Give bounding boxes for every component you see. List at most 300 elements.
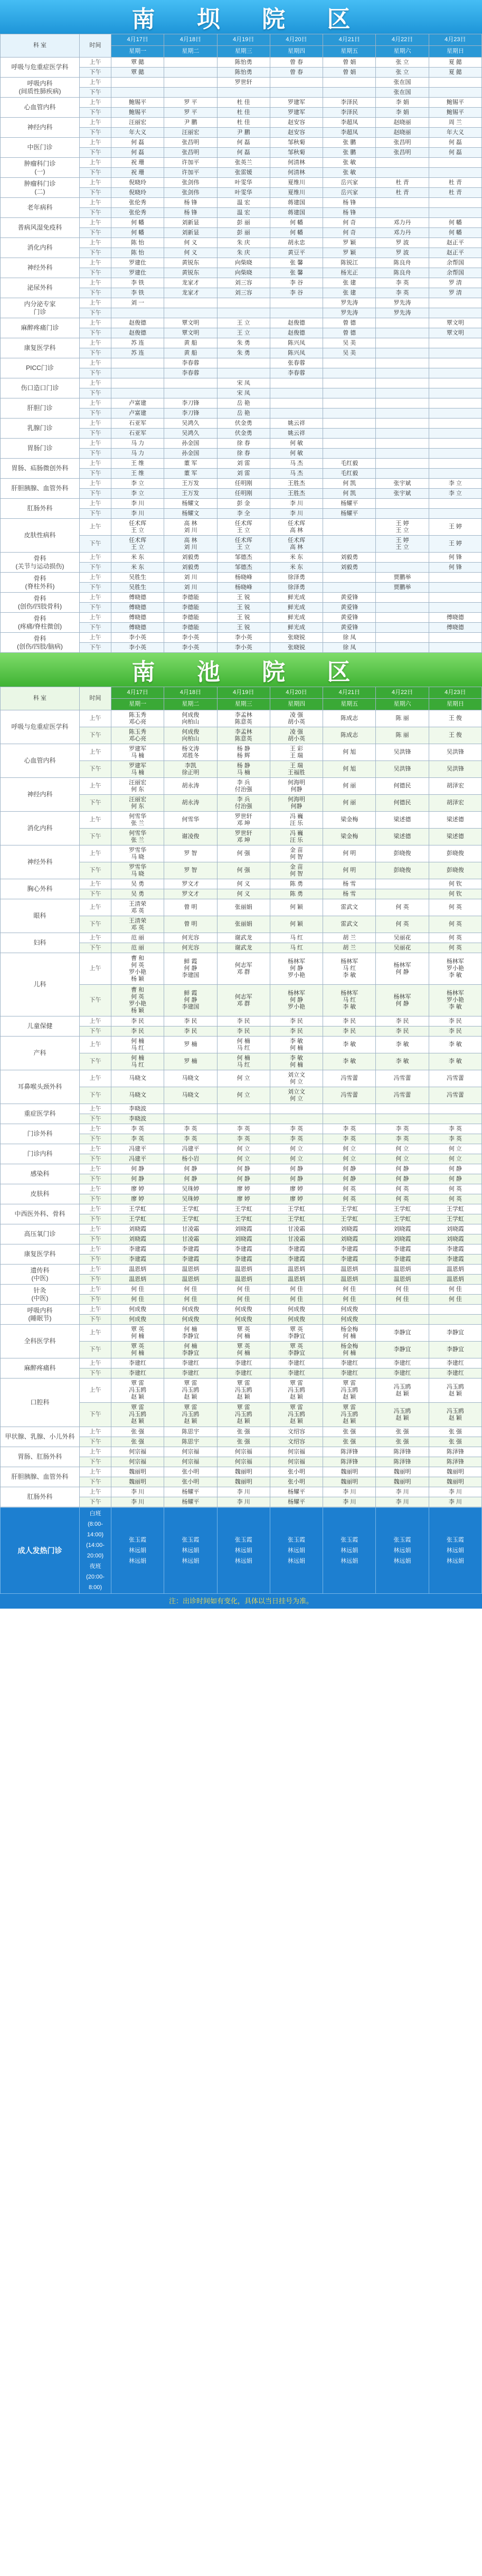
doctor-cell: 刘 雷 — [217, 459, 270, 469]
doctor-cell: 何成俊 — [164, 1305, 217, 1315]
department-name: 骨科 (关节与运动损伤) — [1, 553, 80, 573]
doctor-cell: 何 磊 — [429, 148, 481, 158]
doctor-cell: 何 佳 — [429, 1295, 481, 1305]
time-period: 下午 — [80, 889, 111, 899]
table-row — [1, 593, 482, 603]
doctor-cell: 何 静 — [376, 1164, 429, 1174]
table-row — [1, 573, 482, 583]
time-period: 上午 — [80, 1285, 111, 1295]
doctor-cell: 汪丽宏 何 东 — [111, 795, 164, 812]
doctor-cell: 何 义 — [217, 879, 270, 889]
time-period: 上午 — [80, 479, 111, 489]
doctor-cell: 何 幡 — [270, 228, 323, 238]
time-period: 下午 — [80, 429, 111, 439]
doctor-cell: 陈泽锋 — [429, 1457, 481, 1467]
doctor-cell: 王清荣 邓 英 — [111, 916, 164, 933]
doctor-cell — [270, 78, 323, 88]
doctor-cell: 李建红 — [111, 1358, 164, 1368]
doctor-cell: 何宗福 — [164, 1457, 217, 1467]
doctor-cell: 周 兰 — [429, 118, 481, 128]
doctor-cell: 刘三容 — [217, 288, 270, 298]
doctor-cell: 何 静 — [270, 1174, 323, 1184]
doctor-cell: 罗先涛 — [323, 308, 376, 318]
doctor-cell: 杜 佳 — [217, 98, 270, 108]
doctor-cell: 张 立 — [376, 68, 429, 78]
doctor-cell: 何 楠 马 红 — [217, 1037, 270, 1053]
department-name: 神经内科 — [1, 118, 80, 138]
doctor-cell: 黄爱锋 — [323, 623, 376, 633]
doctor-cell: 李 英 — [217, 1134, 270, 1144]
doctor-cell: 何 旭 — [323, 744, 376, 761]
doctor-cell: 夏维川 — [270, 178, 323, 188]
doctor-cell: 任术珲 王 立 — [111, 519, 164, 536]
doctor-cell: 何 英 — [376, 916, 429, 933]
doctor-cell: 刘立文 何 立 — [270, 1087, 323, 1104]
doctor-cell: 任术珲 王 立 — [217, 536, 270, 553]
doctor-cell — [376, 358, 429, 368]
doctor-cell: 何光容 — [164, 943, 217, 953]
doctor-cell: 王 锐 — [217, 603, 270, 613]
doctor-cell: 李建霞 — [270, 1254, 323, 1265]
doctor-cell: 何 英 — [429, 899, 481, 916]
doctor-cell: 李德能 — [164, 613, 217, 623]
header-date: 4月20日 — [270, 34, 323, 46]
doctor-cell: 魏丽明 — [323, 1477, 376, 1487]
header-time: 时间 — [80, 34, 111, 58]
table-row — [1, 218, 482, 228]
doctor-cell: 马晓文 — [164, 1070, 217, 1087]
doctor-cell: 覃 懿 — [111, 58, 164, 68]
doctor-cell: 何 义 — [217, 889, 270, 899]
table-row — [1, 1325, 482, 1342]
doctor-cell: 冯雪蕾 — [429, 1087, 481, 1104]
doctor-cell: 何 静 — [164, 1164, 217, 1174]
doctor-cell: 岳兴家 — [323, 178, 376, 188]
doctor-cell: 何 英 — [429, 943, 481, 953]
department-name: 神经外科 — [1, 845, 80, 879]
doctor-cell: 张英兰 — [217, 158, 270, 168]
doctor-cell — [323, 1114, 376, 1124]
header-weekday: 星期三 — [217, 46, 270, 58]
doctor-cell: 覃文明 — [164, 318, 217, 328]
fever-clinic-cell: 张玉霞 林远娟 林远娟 — [376, 1508, 429, 1594]
doctor-cell: 徐 凤 — [323, 643, 376, 653]
doctor-cell: 李 川 — [111, 499, 164, 509]
table-row — [1, 1164, 482, 1174]
time-period: 上午 — [80, 1124, 111, 1134]
doctor-cell — [164, 308, 217, 318]
doctor-cell: 陈兴凤 — [270, 338, 323, 348]
doctor-cell: 何 明 — [323, 862, 376, 879]
doctor-cell: 李凯 徐正明 — [164, 761, 217, 778]
doctor-cell: 刘晓霞 — [323, 1234, 376, 1244]
doctor-cell — [376, 408, 429, 419]
doctor-cell: 龙家才 — [164, 288, 217, 298]
table-row — [1, 318, 482, 328]
time-period: 上午 — [80, 1037, 111, 1053]
fever-clinic-cell: 张玉霞 林远娟 林远娟 — [111, 1508, 164, 1594]
doctor-cell: 王 彩 王 瑞 — [270, 744, 323, 761]
doctor-cell: 何 英 — [429, 1194, 481, 1204]
doctor-cell: 汪丽宏 何 东 — [111, 778, 164, 795]
doctor-cell: 温 宏 — [217, 198, 270, 208]
section-nanba — [0, 0, 482, 653]
doctor-cell: 徐泽勇 — [270, 573, 323, 583]
doctor-cell: 李 敏 — [429, 1037, 481, 1053]
doctor-cell — [429, 439, 481, 449]
header-dept: 科 室 — [1, 687, 80, 710]
department-name: 肛肠外科 — [1, 1487, 80, 1507]
doctor-cell: 魏丽明 — [429, 1467, 481, 1477]
doctor-cell: 何 楠 李静宜 — [164, 1342, 217, 1358]
doctor-cell: 黄爱锋 — [323, 613, 376, 623]
doctor-cell: 孙金国 — [164, 449, 217, 459]
doctor-cell: 罗建军 马 楠 — [111, 744, 164, 761]
doctor-cell: 杜 青 — [429, 188, 481, 198]
doctor-cell: 李 铁 — [111, 288, 164, 298]
doctor-cell — [217, 298, 270, 308]
department-name: 口腔科 — [1, 1379, 80, 1427]
doctor-cell: 米 东 — [111, 553, 164, 563]
doctor-cell: 王胜杰 — [270, 479, 323, 489]
time-period: 下午 — [80, 761, 111, 778]
doctor-cell: 覃文明 — [429, 318, 481, 328]
doctor-cell: 何 丽 — [323, 778, 376, 795]
table-row — [1, 479, 482, 489]
time-period: 上午 — [80, 198, 111, 208]
doctor-cell: 李刀锋 — [164, 408, 217, 419]
doctor-cell: 王 锐 — [217, 593, 270, 603]
time-period: 上午 — [80, 953, 111, 985]
time-period: 上午 — [80, 238, 111, 248]
doctor-cell: 杨 锋 — [164, 208, 217, 218]
time-period: 下午 — [80, 916, 111, 933]
doctor-cell: 张在国 — [376, 78, 429, 88]
time-period: 下午 — [80, 449, 111, 459]
doctor-cell: 任术珲 王 立 — [217, 519, 270, 536]
doctor-cell: 伏金勇 — [217, 429, 270, 439]
doctor-cell: 傅晓德 — [111, 603, 164, 613]
time-period: 上午 — [80, 98, 111, 108]
doctor-cell: 杨耀文 — [164, 499, 217, 509]
doctor-cell: 杨金梅 何 楠 — [323, 1342, 376, 1358]
doctor-cell: 祝 珊 — [111, 168, 164, 178]
time-period: 下午 — [80, 536, 111, 553]
doctor-cell: 何成俊 — [270, 1305, 323, 1315]
table-row — [1, 1427, 482, 1437]
doctor-cell: 刘三容 — [217, 278, 270, 288]
doctor-cell: 陈玉秀 邓心亮 — [111, 710, 164, 727]
doctor-cell — [270, 1114, 323, 1124]
header-date: 4月21日 — [323, 687, 376, 699]
doctor-cell — [376, 328, 429, 338]
doctor-cell: 文绍容 — [270, 1427, 323, 1437]
department-name: 肛肠外科 — [1, 499, 80, 519]
table-row — [1, 178, 482, 188]
doctor-cell: 覃 英 李静宜 — [270, 1325, 323, 1342]
time-period: 上午 — [80, 1204, 111, 1214]
time-period: 下午 — [80, 228, 111, 238]
doctor-cell — [164, 1114, 217, 1124]
doctor-cell — [376, 419, 429, 429]
time-period: 下午 — [80, 1275, 111, 1285]
doctor-cell: 杜 佳 — [217, 108, 270, 118]
doctor-cell — [111, 78, 164, 88]
time-period: 下午 — [80, 1174, 111, 1184]
doctor-cell: 董 军 — [164, 459, 217, 469]
doctor-cell — [376, 398, 429, 408]
department-name: 胃肠门诊 — [1, 439, 80, 459]
doctor-cell: 何成俊 向柏山 — [164, 710, 217, 727]
schedule-table-nanchi — [0, 687, 482, 1507]
doctor-cell: 陈玉秀 邓心亮 — [111, 727, 164, 744]
doctor-cell: 李 敏 — [376, 1037, 429, 1053]
doctor-cell — [270, 408, 323, 419]
table-row — [1, 633, 482, 643]
doctor-cell: 李建霞 — [164, 1244, 217, 1254]
doctor-cell — [164, 1104, 217, 1114]
doctor-cell: 冯雪蕾 — [323, 1070, 376, 1087]
doctor-cell: 王 婷 — [429, 519, 481, 536]
doctor-cell: 陈良舟 — [376, 268, 429, 278]
doctor-cell: 凌 强 胡小英 — [270, 710, 323, 727]
doctor-cell: 何 楠 李静宜 — [164, 1325, 217, 1342]
time-period: 下午 — [80, 1497, 111, 1507]
doctor-cell: 吴 勇 — [111, 889, 164, 899]
department-name: 重症医学科 — [1, 1104, 80, 1124]
header-weekday: 星期五 — [323, 46, 376, 58]
time-period: 上午 — [80, 633, 111, 643]
doctor-cell: 李晓波 — [111, 1104, 164, 1114]
doctor-cell — [376, 449, 429, 459]
fever-clinic-cell: 张玉霞 林远娟 林远娟 — [164, 1508, 217, 1594]
doctor-cell: 覃 懿 — [111, 68, 164, 78]
header-date: 4月23日 — [429, 687, 481, 699]
doctor-cell: 米 东 — [111, 563, 164, 573]
doctor-cell: 李 立 — [429, 489, 481, 499]
doctor-cell: 杨金梅 何 楠 — [323, 1325, 376, 1342]
doctor-cell — [376, 1104, 429, 1114]
doctor-cell: 王 瑞 王福胜 — [270, 761, 323, 778]
doctor-cell — [429, 429, 481, 439]
doctor-cell: 罗文才 — [164, 889, 217, 899]
doctor-cell: 何 颖 — [270, 899, 323, 916]
doctor-cell: 曾 德 — [323, 328, 376, 338]
doctor-cell: 李 民 — [217, 1026, 270, 1037]
doctor-cell: 蒋建国 — [270, 198, 323, 208]
doctor-cell: 王 婷 — [429, 536, 481, 553]
time-period: 下午 — [80, 368, 111, 378]
time-period: 下午 — [80, 188, 111, 198]
doctor-cell — [270, 88, 323, 98]
doctor-cell: 冯玉鸥 赵 颖 — [429, 1403, 481, 1427]
doctor-cell: 何 立 — [270, 1154, 323, 1164]
time-period: 上午 — [80, 1144, 111, 1154]
doctor-cell: 何 强 — [217, 845, 270, 862]
header-weekday: 星期日 — [429, 46, 481, 58]
doctor-cell: 杜 佳 — [217, 118, 270, 128]
doctor-cell: 何 钦 — [429, 889, 481, 899]
doctor-cell: 李 川 — [217, 1487, 270, 1497]
time-period: 上午 — [80, 158, 111, 168]
doctor-cell: 何 静 — [270, 1164, 323, 1174]
doctor-cell: 汪丽宏 — [164, 128, 217, 138]
doctor-cell: 王学虹 — [270, 1204, 323, 1214]
doctor-cell: 温恩炳 — [429, 1265, 481, 1275]
doctor-cell: 何宗福 — [217, 1457, 270, 1467]
doctor-cell — [376, 553, 429, 563]
doctor-cell: 罗 智 — [164, 862, 217, 879]
table-row — [1, 58, 482, 68]
doctor-cell: 黄 船 — [164, 348, 217, 358]
doctor-cell: 吴 美 — [323, 348, 376, 358]
doctor-cell — [429, 419, 481, 429]
time-period: 下午 — [80, 328, 111, 338]
time-period: 上午 — [80, 812, 111, 829]
doctor-cell: 张丽娟 — [217, 899, 270, 916]
doctor-cell: 李建霞 — [270, 1244, 323, 1254]
doctor-cell — [217, 1104, 270, 1114]
doctor-cell: 冯玉鸥 赵 颖 — [376, 1403, 429, 1427]
doctor-cell: 何 静 — [376, 1174, 429, 1184]
doctor-cell — [376, 499, 429, 509]
fever-clinic-table — [0, 1507, 482, 1594]
doctor-cell: 覃 雷 冯玉鸥 赵 颖 — [164, 1379, 217, 1403]
doctor-cell: 杨光正 — [323, 268, 376, 278]
time-period: 下午 — [80, 727, 111, 744]
doctor-cell — [429, 338, 481, 348]
table-row — [1, 899, 482, 916]
doctor-cell: 温恩炳 — [376, 1265, 429, 1275]
doctor-cell: 李小英 — [217, 633, 270, 643]
doctor-cell: 李 川 — [323, 1487, 376, 1497]
doctor-cell: 胡泽宏 — [429, 778, 481, 795]
doctor-cell: 李 敏 — [429, 1053, 481, 1070]
doctor-cell: 李晓波 — [111, 1114, 164, 1124]
doctor-cell: 李 民 — [270, 1016, 323, 1026]
doctor-cell: 廖 婷 — [270, 1194, 323, 1204]
doctor-cell — [429, 388, 481, 398]
doctor-cell: 吴鸿久 — [164, 419, 217, 429]
doctor-cell: 何宗福 — [270, 1457, 323, 1467]
table-row — [1, 258, 482, 268]
doctor-cell: 杨 静 杨 辉 — [217, 744, 270, 761]
doctor-cell: 何 敏 — [270, 449, 323, 459]
doctor-cell: 陈 勇 — [270, 879, 323, 889]
doctor-cell: 温恩炳 — [270, 1275, 323, 1285]
doctor-cell — [270, 308, 323, 318]
doctor-cell: 李建霞 — [111, 1254, 164, 1265]
time-period: 上午 — [80, 1016, 111, 1026]
doctor-cell: 李 民 — [111, 1016, 164, 1026]
time-period: 下午 — [80, 1194, 111, 1204]
department-name: 消化内科 — [1, 812, 80, 845]
doctor-cell: 何 静 — [217, 1164, 270, 1174]
doctor-cell: 李建红 — [429, 1358, 481, 1368]
doctor-cell: 刘 一 — [111, 298, 164, 308]
table-row — [1, 298, 482, 308]
time-period: 上午 — [80, 1358, 111, 1368]
time-period: 上午 — [80, 58, 111, 68]
time-period: 下午 — [80, 643, 111, 653]
time-period: 上午 — [80, 178, 111, 188]
doctor-cell: 陈 怡 — [111, 238, 164, 248]
doctor-cell: 李德能 — [164, 603, 217, 613]
doctor-cell — [376, 643, 429, 653]
doctor-cell — [323, 368, 376, 378]
doctor-cell: 罗 平 — [164, 98, 217, 108]
doctor-cell — [376, 1305, 429, 1315]
doctor-cell: 何 义 — [164, 248, 217, 258]
doctor-cell: 尹 鹏 — [217, 128, 270, 138]
doctor-cell — [429, 583, 481, 593]
doctor-cell: 李 川 — [111, 1487, 164, 1497]
department-name: 骨科 (创伤/四肢/脑病) — [1, 633, 80, 653]
doctor-cell: 苏 连 — [111, 338, 164, 348]
department-name: 儿科 — [1, 953, 80, 1016]
doctor-cell: 高 林 刘 川 — [164, 519, 217, 536]
department-name: 伤口造口门诊 — [1, 378, 80, 398]
department-name: 呼吸内科 (间质性肺疾病) — [1, 78, 80, 98]
doctor-cell: 李 敏 何 楠 — [270, 1053, 323, 1070]
doctor-cell: 李 敏 何 楠 — [270, 1037, 323, 1053]
department-name: 胃肠、疝肠微创外科 — [1, 459, 80, 479]
doctor-cell: 何 磊 — [429, 138, 481, 148]
doctor-cell: 冯玉鸥 赵 颖 — [376, 1379, 429, 1403]
time-period: 上午 — [80, 398, 111, 408]
doctor-cell: 陈 怡 — [111, 248, 164, 258]
doctor-cell — [323, 388, 376, 398]
doctor-cell: 罗 清 — [429, 288, 481, 298]
time-period: 下午 — [80, 862, 111, 879]
doctor-cell — [323, 419, 376, 429]
doctor-cell: 吴胜生 — [111, 573, 164, 583]
time-period: 上午 — [80, 1224, 111, 1234]
doctor-cell: 何德民 — [376, 778, 429, 795]
doctor-cell: 杨林军 何 静 — [376, 985, 429, 1016]
doctor-cell: 范 丽 — [111, 933, 164, 943]
doctor-cell: 马 杰 — [270, 469, 323, 479]
doctor-cell: 何成俊 向柏山 — [164, 727, 217, 744]
doctor-cell: 刘晓霞 — [376, 1234, 429, 1244]
department-name: 甲状腺、乳腺、小儿外科 — [1, 1427, 80, 1447]
time-period: 上午 — [80, 879, 111, 889]
doctor-cell: 梁述德 — [376, 812, 429, 829]
department-name: 呼吸与危重症医学科 — [1, 58, 80, 78]
doctor-cell: 何 英 — [429, 933, 481, 943]
doctor-cell: 许加平 — [164, 168, 217, 178]
doctor-cell: 陈泽锋 — [323, 1447, 376, 1457]
doctor-cell: 杨 雪 — [323, 889, 376, 899]
doctor-cell: 张 馨 — [270, 258, 323, 268]
doctor-cell: 叶雯华 — [217, 188, 270, 198]
doctor-cell: 鲍锡平 — [111, 108, 164, 118]
time-period: 上午 — [80, 1265, 111, 1275]
doctor-cell: 马 红 — [270, 943, 323, 953]
time-period: 上午 — [80, 1379, 111, 1403]
fever-clinic-label: 成人发热门诊 — [1, 1508, 80, 1594]
doctor-cell: 何 静 — [323, 1164, 376, 1174]
doctor-cell: 张 建 — [323, 278, 376, 288]
doctor-cell: 余帮国 — [429, 268, 481, 278]
doctor-cell: 何宗福 — [217, 1447, 270, 1457]
doctor-cell: 何成俊 — [111, 1315, 164, 1325]
doctor-cell: 王 俊 — [429, 727, 481, 744]
table-row — [1, 744, 482, 761]
doctor-cell: 何 静 — [217, 1174, 270, 1184]
time-period: 上午 — [80, 1325, 111, 1342]
doctor-cell: 张昌明 — [376, 148, 429, 158]
